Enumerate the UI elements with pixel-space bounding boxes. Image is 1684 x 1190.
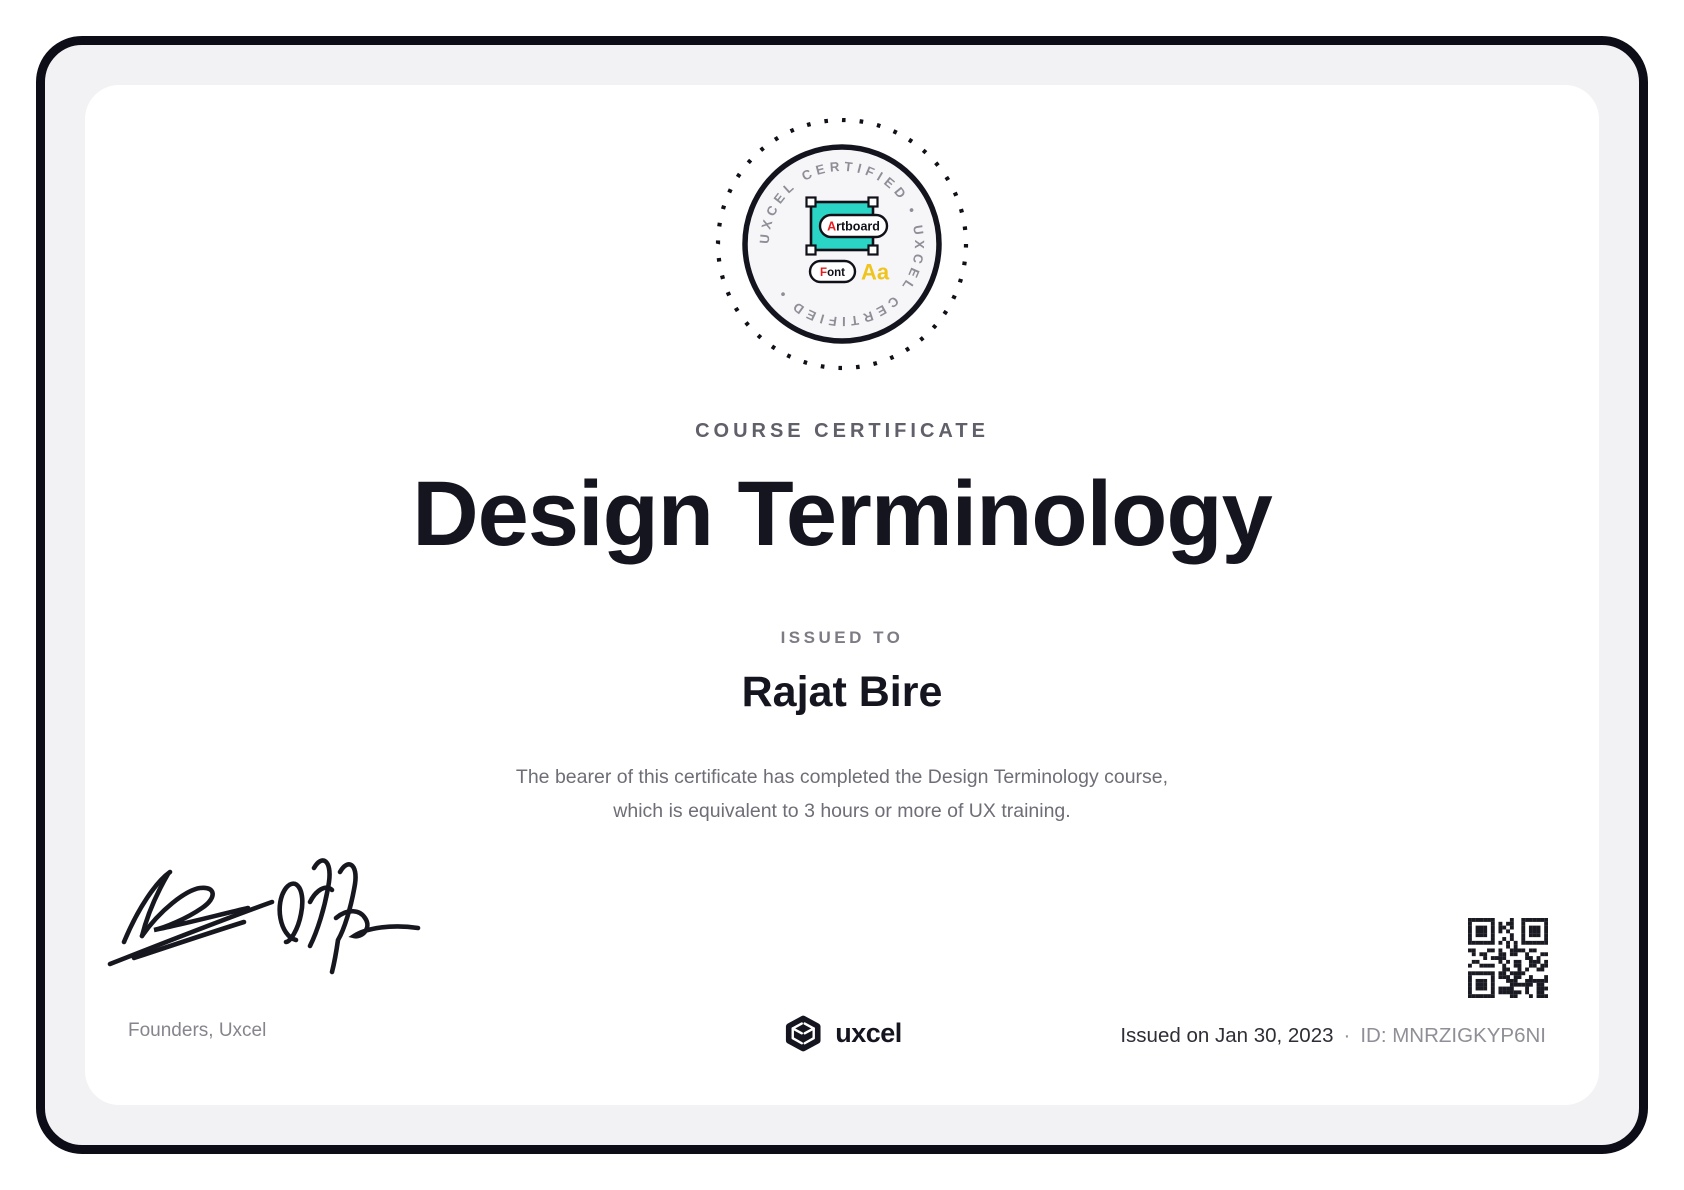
founders-label: Founders, Uxcel: [128, 1020, 267, 1041]
artboard-handle: [807, 198, 816, 207]
founder-signatures: [100, 832, 430, 1010]
issued-on-text: Issued on Jan 30, 2023: [1120, 1024, 1334, 1047]
uxcel-logo: [782, 1012, 902, 1055]
signature-2: [280, 860, 418, 972]
badge-ring-text: UXCEL CERTIFIED • UXCEL CERTIFIED •: [756, 158, 928, 330]
uxcel-logo-icon: [782, 1012, 824, 1055]
issue-info: [1120, 1024, 1546, 1048]
course-title: Design Terminology: [412, 463, 1272, 565]
artboard-label: Artboard: [827, 219, 880, 234]
issued-to-label: ISSUED TO: [780, 628, 904, 647]
description-line-2: which is equivalent to 3 hours or more of UX training.: [613, 800, 1071, 822]
artboard-handle: [807, 246, 816, 255]
uxcel-logo-text: uxcel: [835, 1018, 902, 1048]
separator-dot: ·: [1343, 1024, 1351, 1047]
course-certificate-label: COURSE CERTIFICATE: [695, 420, 989, 442]
signatures-svg: [100, 832, 430, 1010]
certificate-description: [0, 760, 1684, 828]
description-line-1: The bearer of this certificate has completed the Design Terminology course,: [515, 766, 1169, 788]
artboard-handle: [869, 246, 878, 255]
artboard-handle: [869, 198, 878, 207]
certification-badge-svg: [712, 114, 972, 374]
qr-code: [1468, 918, 1548, 998]
recipient-name: Rajat Bire: [741, 668, 943, 716]
certificate-id: ID: MNRZIGKYP6NI: [1360, 1024, 1546, 1047]
font-label: Font: [820, 267, 845, 279]
signature-1: [110, 872, 272, 964]
type-sample-text: Aa: [861, 259, 890, 285]
certification-badge: [712, 114, 972, 374]
